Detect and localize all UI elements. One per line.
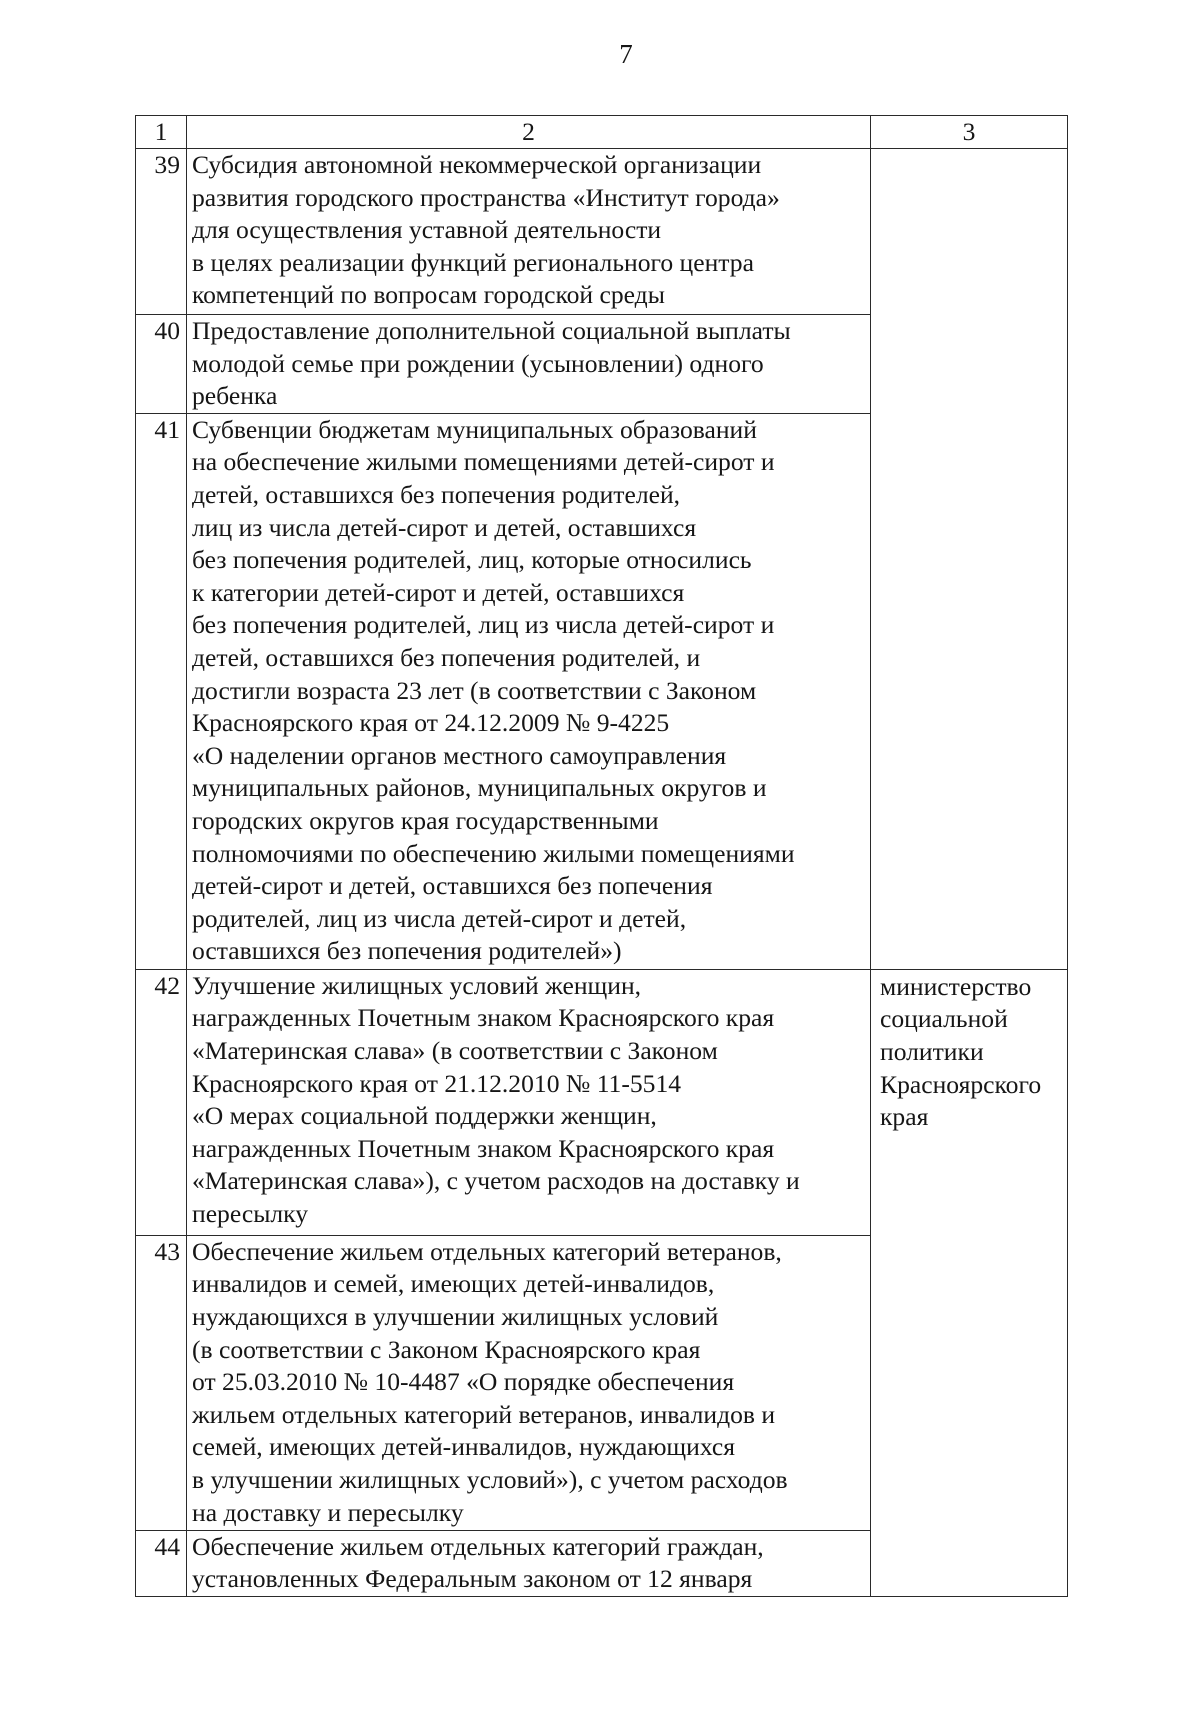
description-line: детей, оставшихся без попечения родителей, — [192, 479, 681, 509]
description-line: нуждающихся в улучшении жилищных условий — [192, 1301, 719, 1331]
row-number: 40 — [136, 315, 187, 414]
description-line: для осуществления уставной деятельности — [192, 215, 662, 245]
row-number: 41 — [136, 413, 187, 969]
description-line: Предоставление дополнительной социальной выплаты — [192, 316, 791, 345]
description-line: развития городского пространства «Институт города» — [192, 182, 780, 212]
page-number: 7 — [619, 39, 633, 69]
row-description — [187, 149, 871, 315]
description-line: молодой семье при рождении (усыновлении) одного — [192, 348, 764, 378]
description-line: «О наделении органов местного самоуправления — [192, 740, 727, 770]
description-line: в целях реализации функций регионального центра — [192, 247, 754, 277]
row-description — [187, 969, 871, 1235]
ministry-line: Красноярского — [880, 1069, 1042, 1099]
table-header-row — [136, 116, 1068, 149]
description-line: (в соответствии с Законом Красноярского края — [192, 1334, 701, 1364]
description-line: детей-сирот и детей, оставшихся без попечения — [192, 871, 713, 901]
description-line: награжденных Почетным знаком Красноярского края — [192, 1133, 775, 1163]
header-col-2: 2 — [187, 116, 871, 149]
description-line: установленных Федеральным законом от 12 января — [192, 1564, 753, 1594]
row-number: 42 — [136, 969, 187, 1235]
description-line: городских округов края государственными — [192, 805, 659, 835]
description-line: «Материнская слава»), с учетом расходов на доставку и — [192, 1166, 800, 1196]
responsible-cell-empty — [871, 149, 1068, 970]
description-line: от 25.03.2010 № 10-4487 «О порядке обеспечения — [192, 1367, 735, 1397]
description-line: компетенций по вопросам городской среды — [192, 280, 665, 310]
row-number: 44 — [136, 1530, 187, 1596]
description-line: муниципальных районов, муниципальных округов и — [192, 773, 767, 803]
description-line: оставшихся без попечения родителей») — [192, 936, 622, 966]
description-line: родителей, лиц из числа детей-сирот и детей, — [192, 903, 687, 933]
description-line: на доставку и пересылку — [192, 1497, 464, 1527]
description-line: Красноярского края от 21.12.2010 № 11-5514 — [192, 1068, 682, 1098]
description-line: без попечения родителей, лиц, которые относились — [192, 545, 752, 575]
description-line: Обеспечение жильем отдельных категорий ветеранов, — [192, 1236, 782, 1266]
description-line: полномочиями по обеспечению жилыми помещениями — [192, 838, 795, 868]
description-line: без попечения родителей, лиц из числа детей-сирот и — [192, 610, 775, 640]
description-line: в улучшении жилищных условий»), с учетом расходов — [192, 1464, 788, 1494]
row-number: 43 — [136, 1235, 187, 1530]
row-number: 39 — [136, 149, 187, 315]
document-table — [135, 115, 1068, 1597]
description-line: на обеспечение жилыми помещениями детей-сирот и — [192, 447, 775, 477]
description-line: награжденных Почетным знаком Красноярского края — [192, 1003, 775, 1033]
description-line: Обеспечение жильем отдельных категорий граждан, — [192, 1531, 764, 1561]
row-description — [187, 1530, 871, 1596]
description-line: пересылку — [192, 1198, 309, 1228]
description-line: Субвенции бюджетам муниципальных образований — [192, 414, 757, 444]
description-line: «О мерах социальной поддержки женщин, — [192, 1101, 657, 1131]
responsible-ministry — [871, 969, 1068, 1596]
description-line: ребенка — [192, 381, 278, 411]
description-line: Красноярского края от 24.12.2009 № 9-4225 — [192, 708, 670, 738]
row-description — [187, 315, 871, 414]
ministry-line: министерство — [880, 971, 1032, 1001]
description-line: Субсидия автономной некоммерческой организации — [192, 150, 762, 179]
description-line: «Материнская слава» (в соответствии с Законом — [192, 1035, 718, 1065]
description-line: семей, имеющих детей-инвалидов, нуждающихся — [192, 1432, 736, 1462]
header-col-1: 1 — [136, 116, 187, 149]
ministry-line: политики — [880, 1036, 984, 1066]
description-line: лиц из числа детей-сирот и детей, оставшихся — [192, 512, 697, 542]
ministry-line: края — [880, 1102, 929, 1132]
description-line: к категории детей-сирот и детей, оставшихся — [192, 577, 685, 607]
ministry-line: социальной — [880, 1004, 1008, 1034]
row-description — [187, 413, 871, 969]
description-line: детей, оставшихся без попечения родителей, и — [192, 642, 701, 672]
description-line: жильем отдельных категорий ветеранов, инвалидов и — [192, 1399, 776, 1429]
row-description — [187, 1235, 871, 1530]
description-line: Улучшение жилищных условий женщин, — [192, 970, 642, 1000]
table-row-42 — [136, 969, 1068, 1235]
description-line: инвалидов и семей, имеющих детей-инвалидов, — [192, 1269, 715, 1299]
description-line: достигли возраста 23 лет (в соответствии с Законом — [192, 675, 757, 705]
header-col-3: 3 — [871, 116, 1068, 149]
table-row-39 — [136, 149, 1068, 315]
